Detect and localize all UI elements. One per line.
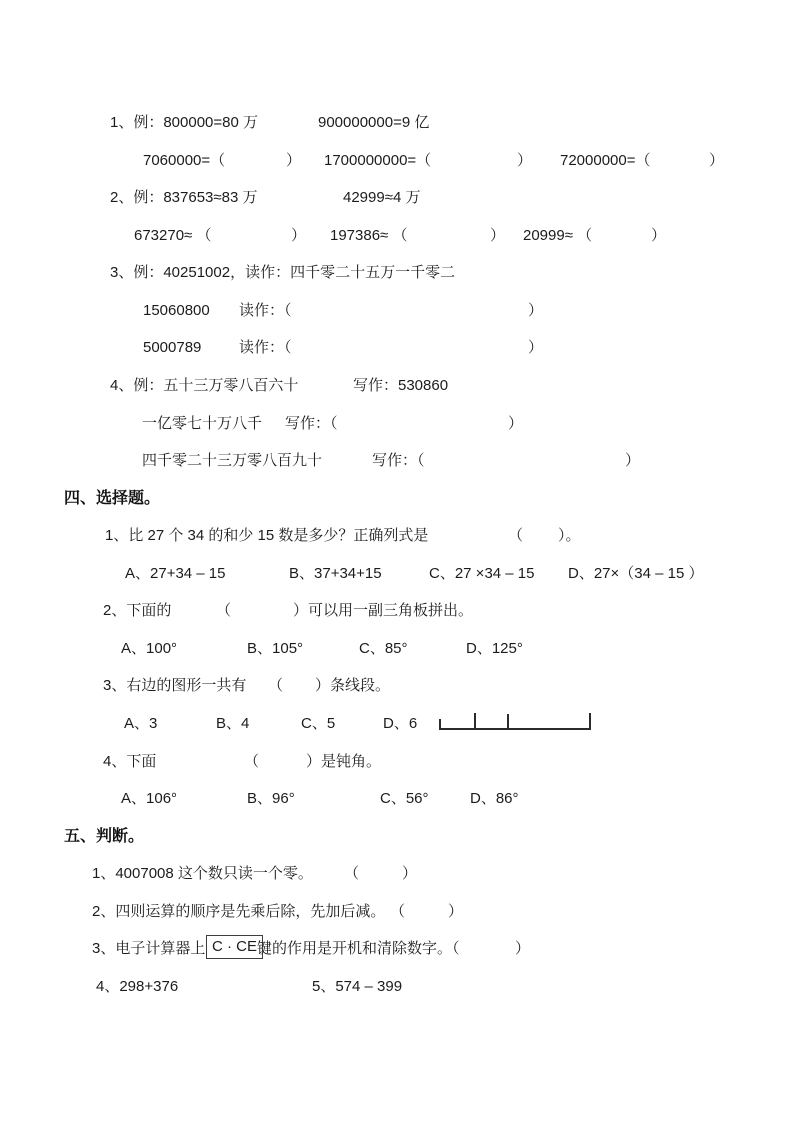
open-paren: （: [268, 677, 284, 694]
fill-q1-example: 1、例：800000=80 万: [110, 114, 259, 131]
read-prompt: 读作：（: [239, 339, 292, 356]
fill-q4-example: 4、例：五十三万零八百六十: [110, 377, 299, 394]
fill-q3-num1: 15060800: [143, 302, 210, 319]
close-paren: ）: [625, 452, 641, 469]
fill-q3-example: 3、例：40251002，读作：四千零二十五万一千零二: [110, 264, 456, 281]
judge-q3-pre: 3、电子计算器上: [92, 940, 206, 957]
choice-q2-option-a: A、100°: [121, 640, 178, 657]
fill-q1-blanks-line: [0, 151, 793, 171]
choice-q3-stem: 3、右边的图形一共有: [103, 677, 247, 694]
close-paren: ）: [528, 302, 544, 319]
calculator-key-label: C · CE: [206, 935, 263, 959]
choice-q4-option-d: D、86°: [470, 790, 519, 807]
close-paren: ）: [517, 152, 533, 169]
choice-q3-option-c: C、5: [301, 715, 336, 732]
choice-q2-option-b: B、105°: [247, 640, 304, 657]
choice-q2-option-c: C、85°: [359, 640, 408, 657]
write-prompt: 写作：（: [372, 452, 425, 469]
choice-q1-option-c: C、27 ×34 – 15: [429, 565, 535, 582]
judge-q1-stem: 1、4007008 这个数只读一个零。: [92, 865, 313, 882]
tick-mark: [474, 713, 476, 728]
choice-q3-after: ）条线段。: [315, 677, 391, 694]
choice-section-line: [0, 489, 793, 509]
choice-q4-option-b: B、96°: [247, 790, 295, 807]
close-paren: ）: [709, 152, 725, 169]
judge-section-title: 五、判断。: [64, 828, 145, 845]
choice-q3-option-b: B、4: [216, 715, 250, 732]
judge-q5-expression: 5、574 – 399: [312, 978, 403, 995]
fill-q2-example-line: [0, 188, 793, 208]
judge-q2-line: [0, 902, 793, 922]
close-paren: ）: [402, 865, 418, 882]
choice-q3-option-d: D、6: [383, 715, 418, 732]
open-paren: （: [344, 865, 360, 882]
choice-q1-stem-line: [0, 526, 793, 546]
fill-q2-example2: 42999≈4 万: [343, 189, 421, 206]
fill-q3-num2: 5000789: [143, 339, 202, 356]
fill-q1-blank3: 72000000=（: [560, 152, 651, 169]
close-paren: ）: [528, 339, 544, 356]
judge-q1-line: [0, 864, 793, 884]
choice-q1-options-line: [0, 564, 793, 584]
choice-q1-stem: 1、比 27 个 34 的和少 15 数是多少？正确列式是: [105, 527, 429, 544]
choice-q3-options-line: [0, 714, 793, 734]
choice-q3-option-a: A、3: [124, 715, 158, 732]
choice-q4-option-c: C、56°: [380, 790, 429, 807]
tick-mark: [439, 719, 441, 728]
line-segment-figure: [439, 711, 591, 730]
open-paren: （: [244, 753, 260, 770]
fill-q2-blank3: 20999≈ （: [523, 227, 593, 244]
fill-q4-text2: 四千零二十三万零八百九十: [142, 452, 323, 469]
write-prompt: 写作：（: [285, 415, 338, 432]
close-paren: ）: [291, 227, 307, 244]
fill-q2-blank1: 673270≈ （: [134, 227, 212, 244]
fill-q1-example2: 900000000=9 亿: [318, 114, 430, 131]
close-paren-period: ）。: [558, 527, 581, 544]
choice-q2-stem: 2、下面的: [103, 602, 172, 619]
close-paren: ）: [508, 415, 524, 432]
close-paren: ）: [286, 152, 302, 169]
judge-q2-stem: 2、四则运算的顺序是先乘后除，先加后减。: [92, 903, 386, 920]
choice-q1-option-a: A、27+34 – 15: [125, 565, 226, 582]
fill-q4-answer: 写作：530860: [353, 377, 449, 394]
open-paren: （: [508, 527, 524, 544]
fill-q1-example-line: [0, 113, 793, 133]
judge-section-line: [0, 827, 793, 847]
open-paren: （: [390, 903, 406, 920]
close-paren: ）: [448, 903, 464, 920]
choice-q4-options-line: [0, 789, 793, 809]
fill-q4-example-line: [0, 376, 793, 396]
choice-q2-after: ）可以用一副三角板拼出。: [293, 602, 474, 619]
choice-section-title: 四、选择题。: [64, 490, 161, 507]
tick-mark: [589, 713, 591, 728]
fill-q3-example-line: [0, 263, 793, 283]
choice-q1-option-d: D、27×（34 – 15 ）: [568, 565, 704, 582]
fill-q3-read1-line: [0, 301, 793, 321]
close-paren: ）: [490, 227, 506, 244]
open-paren: （: [216, 602, 232, 619]
fill-q1-blank2: 1700000000=（: [324, 152, 432, 169]
judge-q4-q5-line: [0, 977, 793, 997]
choice-q1-option-b: B、37+34+15: [289, 565, 382, 582]
choice-q4-after: ）是钝角。: [306, 753, 382, 770]
fill-q3-read2-line: [0, 338, 793, 358]
fill-q2-example: 2、例：837653≈83 万: [110, 189, 258, 206]
tick-mark: [507, 714, 509, 728]
choice-q4-stem: 4、下面: [103, 753, 157, 770]
fill-q2-blank2: 197386≈ （: [330, 227, 408, 244]
choice-q2-options-line: [0, 639, 793, 659]
fill-q2-blanks-line: [0, 226, 793, 246]
choice-q4-stem-line: [0, 752, 793, 772]
judge-q3-line: [0, 939, 793, 959]
choice-q2-option-d: D、125°: [466, 640, 523, 657]
fill-q4-write1-line: [0, 414, 793, 434]
judge-q3-post: 键的作用是开机和清除数字。（: [257, 940, 460, 957]
close-paren: ）: [515, 940, 531, 957]
fill-q1-blank1: 7060000=（: [143, 152, 226, 169]
choice-q3-stem-line: [0, 676, 793, 696]
choice-q4-option-a: A、106°: [121, 790, 178, 807]
close-paren: ）: [651, 227, 667, 244]
choice-q2-stem-line: [0, 601, 793, 621]
judge-q4-expression: 4、298+376: [96, 978, 179, 995]
read-prompt: 读作：（: [239, 302, 292, 319]
fill-q4-write2-line: [0, 451, 793, 471]
fill-q4-text1: 一亿零七十万八千: [142, 415, 263, 432]
